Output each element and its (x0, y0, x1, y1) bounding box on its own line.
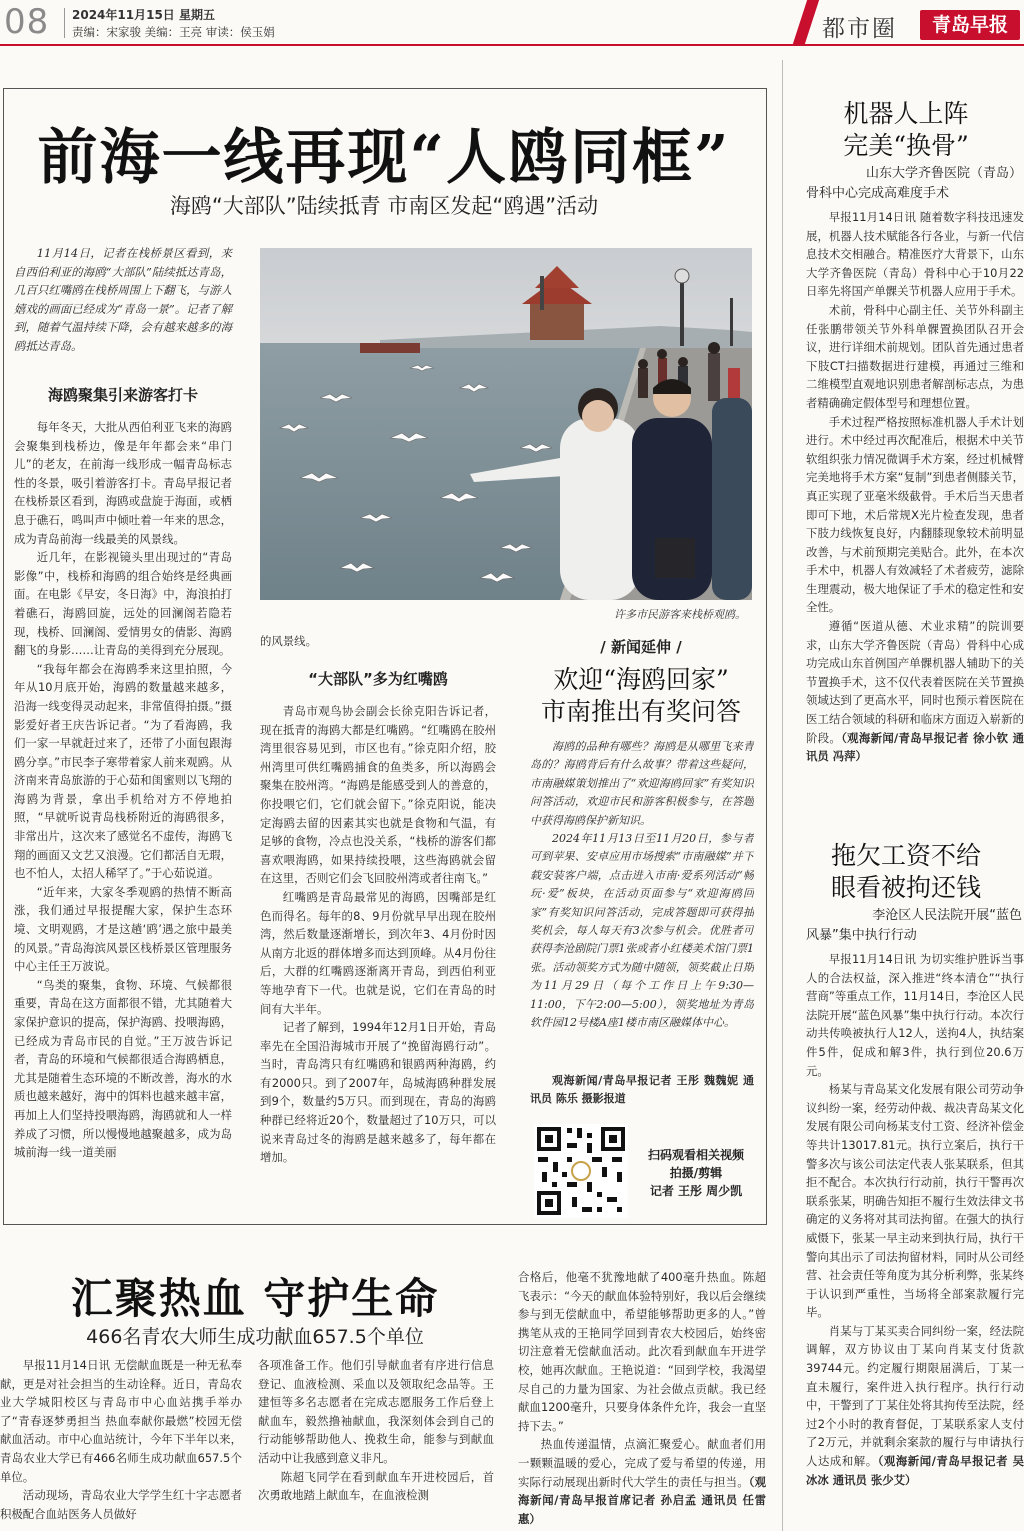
robot-subheadline-2: 骨科中心完成高难度手术 (806, 186, 950, 201)
main-lead: 11月14日，记者在栈桥景区看到，来自西伯利亚的海鸥“大部队”陆续抵达青岛，几百只红嘴鸥在栈桥周围上下翻飞，与游人嬉戏的画面已经成为“青岛一景”。记者了解到，随着气温持续下降，会有越来越多的海鸥抵达青岛。 (14, 246, 232, 353)
qr-code-icon (534, 1124, 628, 1218)
section2-heading: “大部队”多为红嘴鸥 (308, 670, 448, 688)
brand-logo (920, 10, 1020, 40)
date-line: 2024年11月15日 星期五 (72, 8, 215, 22)
paragraph-text: 肖某与丁某买卖合同纠纷一案，经法院调解，双方协议由丁某向肖某支付货款39744元。约定履行期限届满后，丁某一直未履行，案件进入执行程序。执行行动中，干警到了丁某住处将其拘传至法院，经过2个小时的教育督促，丁某联系家人支付了2万元，并就剩余案款的履行与申请执行人达成和解。 (806, 1323, 1024, 1469)
wage-headline-2: 眼看被拘还钱 (830, 873, 981, 902)
qr-caption-3: 记者 王彤 周少凯 (649, 1184, 743, 1198)
main-subheadline: 海鸥“大部队”陆续抵青 市南区发起“鸥遇”活动 (169, 194, 599, 218)
robot-body (806, 208, 1024, 808)
qr-code[interactable] (534, 1124, 628, 1218)
main-col1 (14, 418, 232, 1218)
section-name: 都市圈 (822, 16, 897, 42)
byline: （观海新闻/青岛早报记者 吴冰冰 通讯员 张少艾） (806, 1454, 1024, 1487)
paragraph: 手术过程严格按照标准机器人手术计划进行。术中经过再次配准后，根据术中关节软组织张力情况微调手术方案，经过机械臂完美地将手术方案“复制”到患者侧膝关节，真正实现了亚毫米级截骨。手术后当天患者即可下地，术后常规X光片检查发现，患者下肢力线恢复良好，内翻膝现象较术前明显改善，与术前预期完美贴合。此外，在本次手术中，机器人有效减轻了术者疲劳，滤除生理震动，极大地保证了手术的稳定性和安全性。 (806, 414, 1024, 615)
main-headline: 前海一线再现“人鸥同框” (37, 123, 731, 193)
paragraph: 术前，骨科中心副主任、关节外科副主任张鹏带领关节外科单髁置换团队召开会议，进行详细术前规划。团队首先通过患者下肢CT扫描数据进行建模，再通过三维和二维模型直观地识别患者解剖标志点，为患者精确确定假体型号和理想位置。 (806, 302, 1024, 410)
editors-line: 责编：宋家骏 美编：王亮 审读：侯玉娟 (72, 25, 275, 39)
paragraph: 2024年11月13日至11月20日，参与者可到苹果、安卓应用市场搜索“市南融媒”并下载安装客户端，点击进入市南·爱系列活动“畅玩·爱”板块，在活动页面参与“欢迎海鸥回家”有奖知识问答活动，完成答题即可获得抽奖机会，每人每天有3次参与机会。优胜者可获得李沧剧院门票1张或者小红楼美术馆门票1张。活动领奖方式为随中随领，领奖截止日期为11月29日（每个工作日上午9:30—11:00，下午2:00—5:00），领奖地址为青岛软件园12号楼A座1楼市南区融媒体中心。 (530, 832, 754, 1030)
blood-col2 (258, 1356, 494, 1531)
robot-headline-1: 机器人上阵 (843, 99, 969, 128)
blood-col3 (518, 1268, 766, 1531)
news-extension-title-2: 市南推出有奖问答 (540, 697, 741, 726)
paragraph: 青岛市观鸟协会副会长徐克阳告诉记者，现在抵青的海鸥大都是红嘴鸥。“红嘴鸥在胶州湾里很容易见到，市区也有。”徐克阳介绍，胶州湾里可供红嘴鸥捕食的鱼类多，所以海鸥会聚集在胶州湾。“海鸥是能感受到人的善意的，你投喂它们，它们就会留下。”徐克阳说，能决定海鸥去留的因素其实也就是食物和气温，有足够的食物，冷点也没关系，“栈桥的游客们都喜欢喂海鸥，如果持续投喂，这些海鸥就会留在这里，否则它们会飞回胶州湾或者往南飞。” (260, 704, 496, 886)
byline: （观海新闻/青岛早报记者 徐小钦 通讯员 冯萍） (806, 730, 1024, 764)
paragraph (0, 1356, 242, 1486)
paragraph: 陈超飞同学在看到献血车开进校园后，首次勇敢地踏上献血车，在血液检测 (258, 1469, 494, 1503)
paragraph (806, 1322, 1024, 1489)
blood-headline: 汇聚热血 守护生命 (70, 1274, 440, 1323)
section1-heading: 海鸥聚集引来游客打卡 (47, 386, 198, 404)
seagull-photo (260, 248, 752, 600)
main-col2 (260, 702, 496, 1218)
paragraph (518, 1435, 766, 1528)
news-extension-credit: 观海新闻/青岛早报记者 王彤 魏魏妮 通讯员 陈乐 摄影报道 (530, 1074, 754, 1105)
wage-subheadline-1: 李沧区人民法院开展“蓝色 (872, 908, 1022, 923)
byline: （观海新闻/青岛早报首席记者 孙启孟 通讯员 任雷惠） (518, 1474, 766, 1526)
blood-subheadline: 466名青农大师生成功献血657.5个单位 (86, 1326, 424, 1348)
paragraph-text: 遵循“医道从德、术业求精”的院训要求，山东大学齐鲁医院（青岛）骨科中心成功完成山东首例国产单髁机器人辅助下的关节置换手术，这不仅代表着医院在关节置换领域达到了更高水平，同时也预示着医院在医工结合领域的科研和临床方面迈入崭新的阶段。 (806, 619, 1024, 745)
qr-caption-1: 扫码观看相关视频 (647, 1148, 744, 1162)
paragraph (806, 617, 1024, 766)
paragraph: 活动现场，青岛农业大学学生红十字志愿者积极配合血站医务人员做好 (0, 1488, 242, 1521)
wage-body (806, 950, 1024, 1531)
paragraph: 早报11月14日讯 随着数字科技迅速发展，机器人技术赋能各行各业，与新一代信息技术交相融合。精准医疗大背景下，山东大学齐鲁医院（青岛）骨科中心于10月22日率先将国产单髁关节机器人应用于手术。 (806, 210, 1024, 299)
paragraph: 红嘴鸥是青岛最常见的海鸥，因嘴部是红色而得名。每年的8、9月份就早早出现在胶州湾，然后数量逐渐增长，到次年3、4月份时因从南方北返的群体增多而达到顶峰。从4月份往后，大群的红嘴鸥逐渐离开青岛，到西伯利亚等地孕育下一代。也就是说，它们在青岛的时间有大半年。 (260, 889, 496, 1016)
paragraph: “鸟类的聚集，食物、环境、气候都很重要，青岛在这方面都很不错，尤其随着大家保护意识的提高，保护海鸥、投喂海鸥，已经成为青岛市民的自觉。”王万波告诉记者，青岛的环境和气候都很适合海鸥栖息，尤其是随着生态环境的不断改善，海水的水质也越来越好，海中的饵料也越来越丰富，再加上人们坚持投喂海鸥，海鸥就和人一样养成了习惯，所以慢慢地越聚越多，成为岛城前海一线一道美丽 (14, 977, 232, 1160)
paragraph: “近年来，大家冬季观鸥的热情不断高涨，我们通过早报提醒大家，保护生态环境、文明观鸥，才是这趟‘鸥’遇之旅中最美的风景。”青岛海滨风景区栈桥景区管理服务中心主任王万波说。 (14, 884, 232, 974)
paragraph: 记者了解到，1994年12月1日开始，青岛率先在全国沿海城市开展了“挽留海鸥行动”。当时，青岛湾只有红嘴鸥和银鸥两种海鸥，约有2000只。到了2007年，岛城海鸥种群发展到9个，数量约5万只。而到现在，青岛的海鸥种群已经将近20个，数量超过了10万只，可以说来青岛过冬的海鸥是越来越多了，每年都在增加。 (260, 1020, 496, 1165)
paragraph-text: 热血传递温情，点滴汇聚爱心。献血者们用一颗颗温暖的爱心，完成了爱与希望的传递，用实际行动展现出新时代大学生的责任与担当。 (518, 1437, 766, 1489)
page-number: 08 (4, 2, 50, 42)
paragraph: 早报11月14日讯 为切实维护胜诉当事人的合法权益，深入推进“终本清仓”“执行营商”等重点工作，11月14日，李沧区人民法院开展“蓝色风暴”集中执行行动。本次行动共传唤被执行人12人，送拘4人，执结案件5件，促成和解3件，执行到位20.6万元。 (806, 952, 1024, 1078)
robot-headline-2: 完美“换骨” (843, 131, 969, 160)
paragraph: 各项准备工作。他们引导献血者有序进行信息登记、血液检测、采血以及领取纪念品等。王建恒等多名志愿者在完成志愿服务工作后登上献血车，毅然撸袖献血，我深刻体会到自己的行动能够帮助他人、挽救生命，能参与到献血活动中让我感到意义非凡。 (258, 1358, 494, 1465)
news-extension-body (530, 738, 754, 1038)
robot-subheadline-1: 山东大学齐鲁医院（青岛） (865, 166, 1022, 181)
paragraph: 每年冬天，大批从西伯利亚飞来的海鸥会聚集到栈桥边，像是年年都会来“串门儿”的老友，在前海一线形成一幅青岛标志性的冬景，吸引着游客打卡。青岛早报记者在栈桥景区看到，海鸥或盘旋于海面，或栖息于礁石，鸣叫声中倾吐着一年来的思念，成为青岛前海一线最美的风景线。 (14, 420, 232, 546)
paragraph: 近几年，在影视镜头里出现过的“青岛影像”中，栈桥和海鸥的组合始终是经典画面。在电影《早安，冬日海》中，海浪拍打着礁石，海鸥回旋，远处的回澜阁若隐若现，栈桥、回澜阁、爱情男女的倩影、海鸥翻飞的身影……让青岛的美得到充分展现。 (14, 550, 232, 658)
qr-caption-2: 拍摄/剪辑 (669, 1166, 723, 1180)
paragraph: 合格后，他毫不犹豫地献了400毫升热血。陈超飞表示：“今天的献血体验特别好，我以后会继续参与到无偿献血中，希望能够帮助更多的人。”曾携笔从戎的王艳同学回到青农大校园后，始终密切注意着无偿献血活动。此次看到献血车开进学校，她再次献血。王艳说道：“回到学校，我渴望尽自己的力量为国家、为社会做点贡献。我已经献血1200毫升，只要身体条件允许，我会一直坚持下去。” (518, 1270, 766, 1433)
brand-text: 青岛早报 (931, 14, 1008, 36)
page-header (0, 0, 1024, 46)
blood-col1 (0, 1356, 242, 1531)
paragraph: 海鸥的品种有哪些？海鸥是从哪里飞来青岛的？海鸥背后有什么故事？带着这些疑问，市南融媒策划推出了“欢迎海鸥回家”有奖知识问答活动，欢迎市民和游客积极参与，在答题中获得海鸥保护新知识。 (530, 740, 754, 827)
paragraph-text: 早报11月14日讯 无偿献血既是一种无私奉献，更是对社会担当的生动诠释。近日，青岛农业大学城阳校区与青岛市中心血站携手举办了“青春逐梦勇担当 热血奉献你最燃”校园无偿献血活动。市中心血站统计，今年下半年以来，青岛农业大学已有466名师生成功献血657.5个单位。 (0, 1358, 242, 1484)
photo-caption: 许多市民游客来栈桥观鸥。 (614, 608, 746, 621)
wage-subheadline-2: 风暴”集中执行行动 (806, 928, 917, 943)
news-extension-title-1: 欢迎“海鸥回家” (553, 665, 729, 694)
wage-headline-1: 拖欠工资不给 (830, 841, 981, 870)
section-tab-shape (793, 0, 819, 44)
col2-continued: 的风景线。 (260, 634, 317, 648)
paragraph: “我每年都会在海鸥季来这里拍照，今年从10月底开始，海鸥的数量越来越多，沿海一线变得灵动起来，非常值得拍摄。”摄影爱好者王庆告诉记者。“为了看海鸥，我们一家一早就赶过来了，还带了小面包跟海鸥分享。”市民李子寒带着家人前来观鸥。从济南来青岛旅游的于心茹和闺蜜则以飞翔的海鸥为背景，拿出手机给对方不停地拍照，“早就听说青岛栈桥附近的海鸥很多，非常出片，这次来了感觉名不虚传，海鸥飞翔的画面又文艺又浪漫。它们都活自无瑕，也不怕人，太招人稀罕了。”于心茹说道。 (14, 661, 232, 881)
news-extension-label: / 新闻延伸 / (600, 638, 682, 656)
paragraph: 杨某与青岛某文化发展有限公司劳动争议纠纷一案，经劳动仲裁、裁决青岛某文化发展有限公司向杨某支付工资、经济补偿金等共计13017.81元。执行立案后，执行干警多次与该公司法定代表人张某联系，但其拒不配合。本次执行行动前，执行干警再次联系张某，明确告知拒不履行生效法律文书确定的义务将对其司法拘留。在强大的执行威慑下，张某一早主动来到执行局，执行干警向其出示了司法拘留材料，同时从公司经营、社会责任等角度为其分析利弊，张某终于认识到严重性，当场将全部案款履行完毕。 (806, 1082, 1024, 1320)
photo-illustration (260, 248, 752, 600)
